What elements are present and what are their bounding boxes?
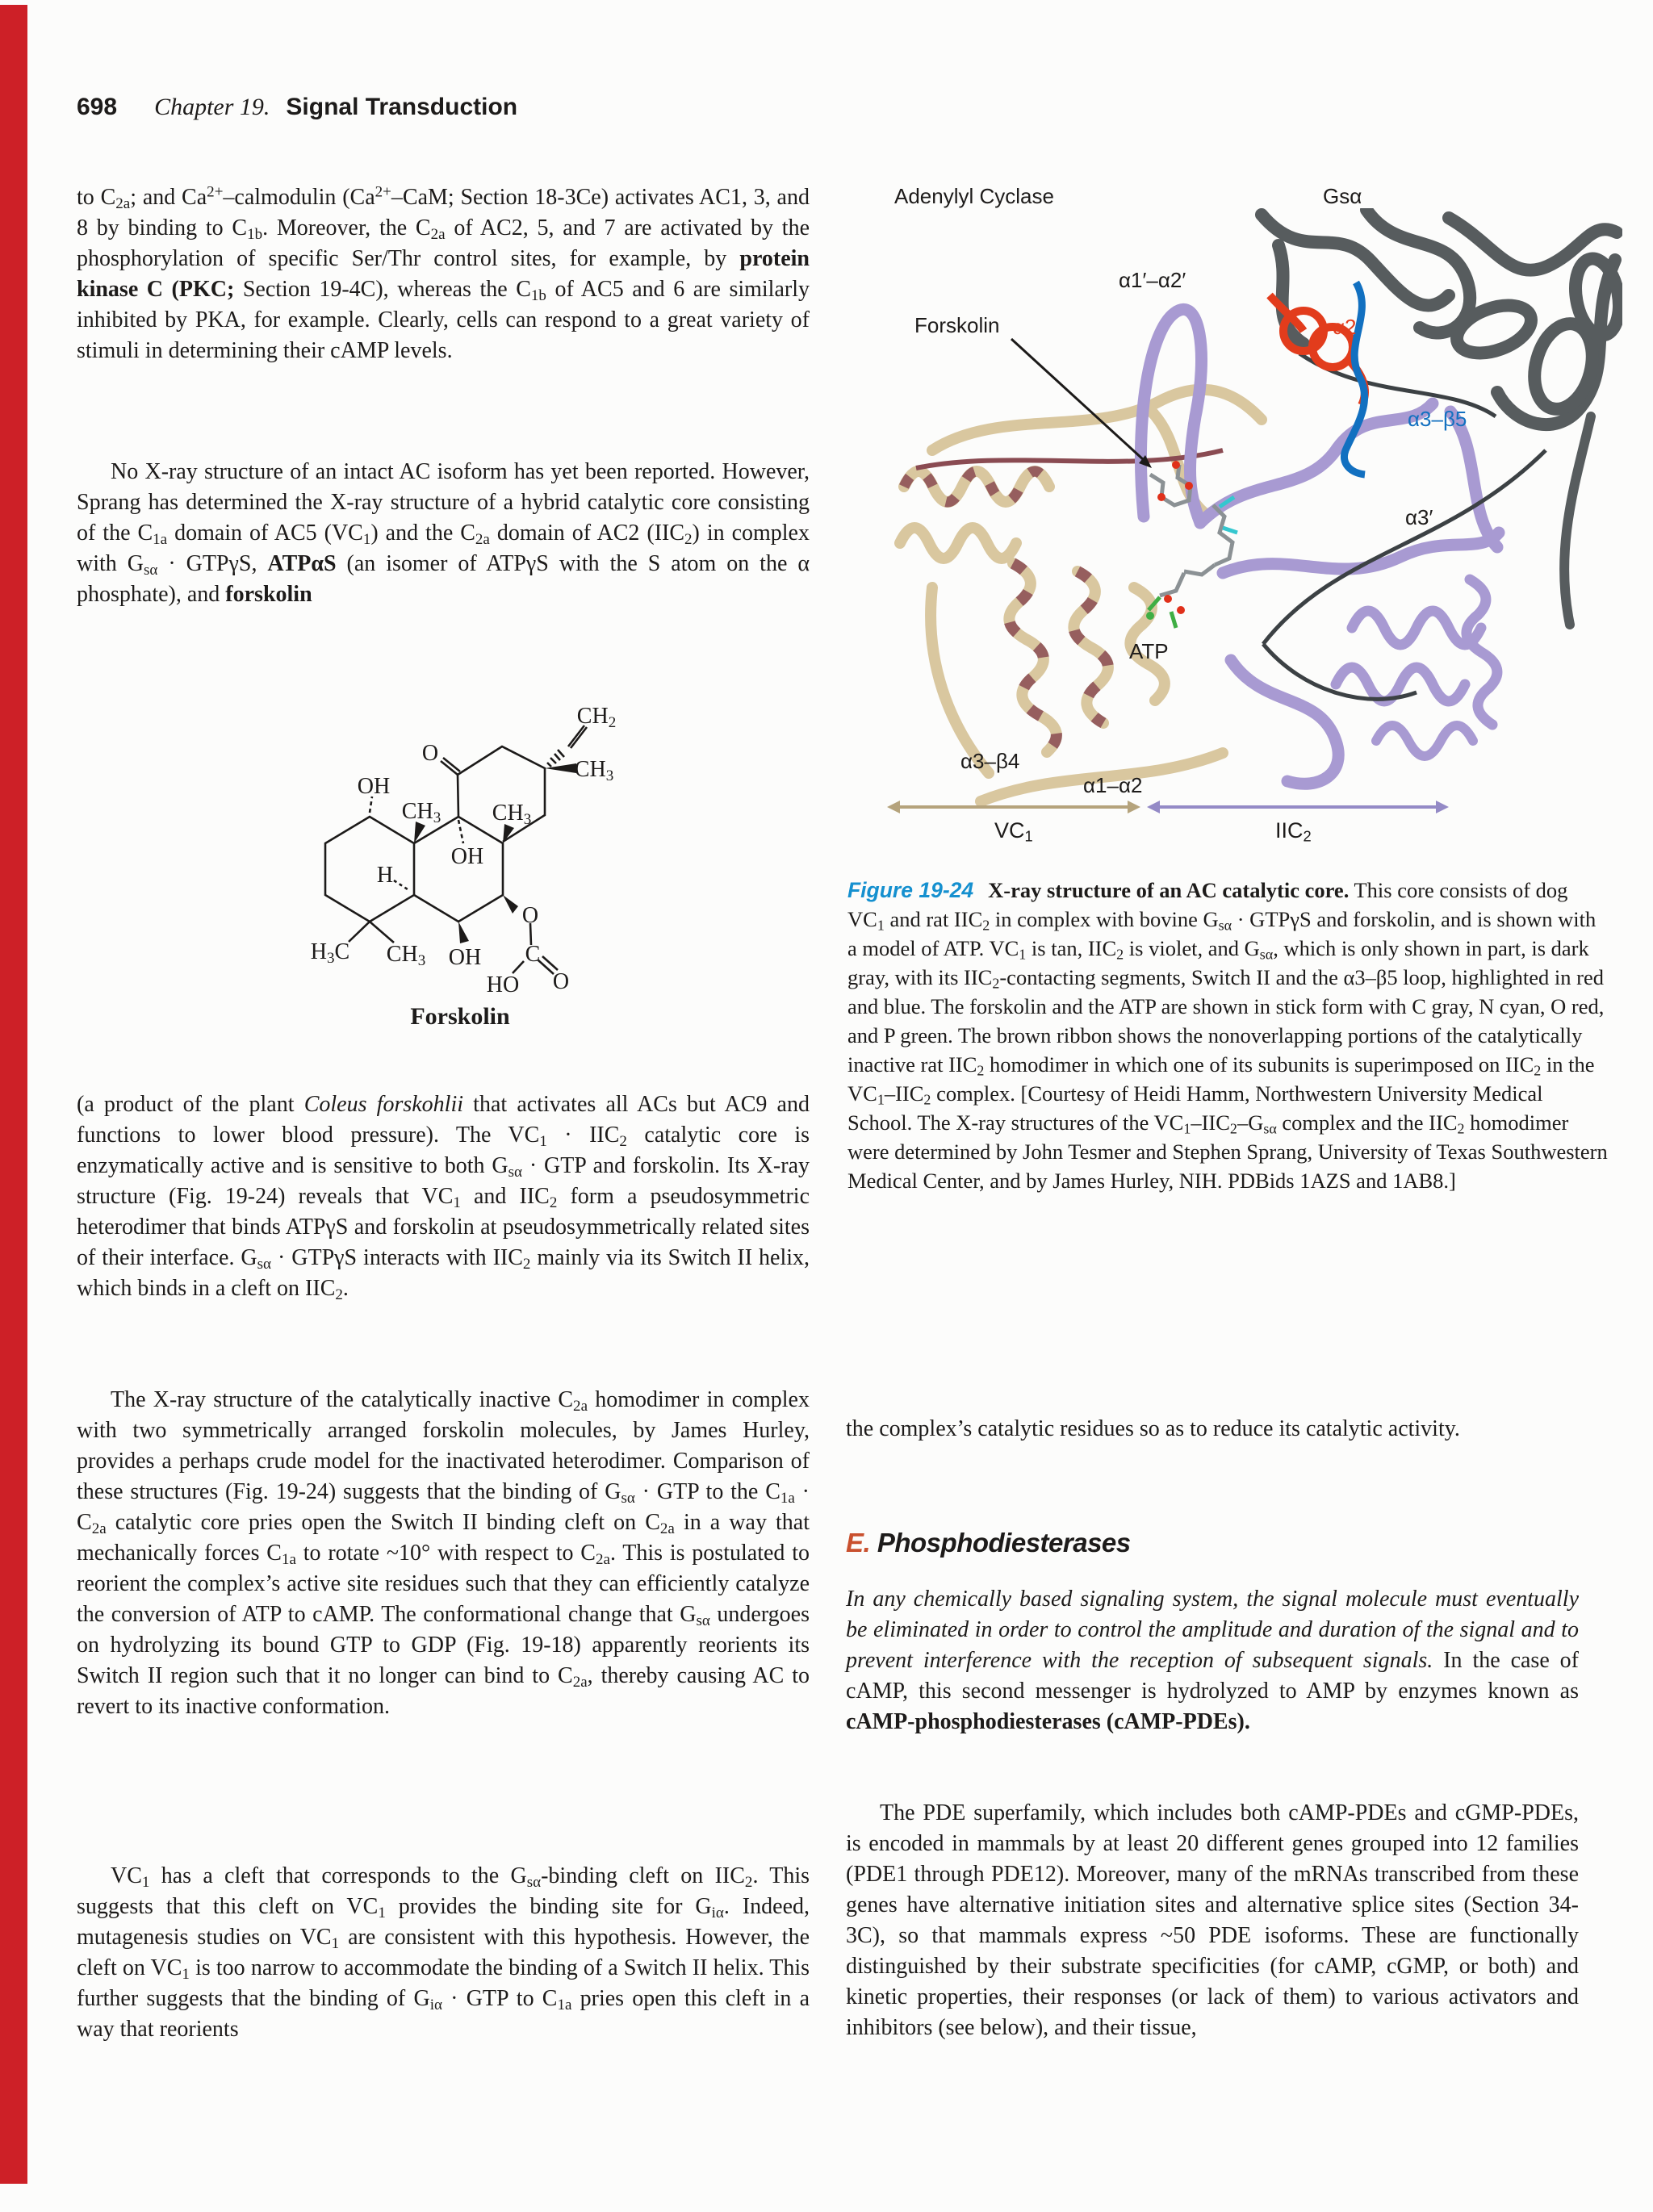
chapter-label: Chapter 19. — [154, 94, 270, 120]
body-paragraph: (a product of the plant Coleus forskohlii that activates all ACs but AC9 and functions to lower blood pressure). The VC1 · IIC2 catalytic core is enzymatically active and is sensitive to both Gsα · GTP and forskolin. Its X-ray structure (Fig. 19-24) reveals that VC1 and IIC2 form a pseudosymmetric heterodimer that binds ATPγS and forskolin at pseudosymmetrically related sites of their interface. Gsα · GTPγS interacts with IIC2 mainly via its Switch II helix, which binds in a cleft on IIC2. — [77, 1092, 810, 1303]
figure-label-a1-a2: α1–α2 — [1083, 773, 1143, 797]
iic2-ribbon — [1140, 309, 1499, 784]
figure-label-vc1: VC1 — [994, 818, 1033, 845]
body-paragraph: the complex’s catalytic residues so as to reduce its catalytic activity. — [846, 1416, 1460, 1441]
figure-label-adenylyl-cyclase: Adenylyl Cyclase — [894, 184, 1054, 208]
protein-ribbon-figure — [884, 208, 1622, 817]
forskolin-atom-labels — [266, 674, 654, 1005]
figure-caption: Figure 19-24 X-ray structure of an AC catalytic core. This core consists of dog VC1 and rat IIC2 in complex with bovine Gsα · GTPγS and forskolin, and is shown with a model of ATP. VC1 is tan, IIC2 is violet, and Gsα, which is only shown in part, is dark gray, with its IIC2-contacting segments, Switch II and the α3–β5 loop, highlighted in red and blue. The forskolin and the ATP are shown in stick form with C gray, N cyan, O red, and P green. The brown ribbon shows the nonoverlapping portions of the catalytically inactive rat IIC2 homodimer in which one of its subunits is superimposed on IIC2 in the VC1–IIC2 complex. [Courtesy of Heidi Hamm, Northwestern University Medical School. The X-ray structures of the VC1–IIC2–Gsα complex and the IIC2 homodimer were determined by John Tesmer and Stephen Sprang, University of Texas Southwestern Medical Center, and by James Hurley, NIH. PDBids 1AZS and 1AB8.] — [847, 878, 1608, 1193]
hydroxyl-label: OH — [450, 844, 484, 869]
figure-label-alpha2: α2 — [1333, 315, 1357, 339]
methyl-label: CH3 — [492, 801, 532, 828]
methyl-label: CH3 — [401, 799, 441, 826]
alpha2-helix — [1270, 295, 1365, 405]
figure-label-forskolin: Forskolin — [914, 313, 1000, 337]
figure-label-a3-b4: α3–β4 — [960, 749, 1020, 773]
body-paragraph: VC1 has a cleft that corresponds to the Gsα-binding cleft on IIC2. This suggests that this cleft on VC1 provides the binding site for Giα. Indeed, mutagenesis studies on VC1 are consistent with this hypothesis. However, the cleft on VC1 is too narrow to accommodate the binding of a Switch II helix. This further suggests that the binding of Giα · GTP to C1a pries open this cleft in a way that reorients — [77, 1863, 810, 2042]
figure-label-a3-b5: α3–β5 — [1408, 407, 1467, 431]
vinyl-ch2-label: CH2 — [576, 704, 617, 731]
structure-name: Forskolin — [410, 1003, 510, 1030]
page-edge-band — [0, 5, 27, 2184]
carbonyl-carbon-label: C — [525, 942, 541, 967]
methyl-label: CH3 — [574, 757, 614, 784]
iic2-extent-arrow — [1147, 801, 1449, 813]
section-heading: E. Phosphodiesterases — [846, 1528, 1131, 1558]
methyl-label: CH3 — [386, 942, 426, 969]
page-number: 698 — [77, 94, 118, 120]
hydroxyl-label: OH — [357, 774, 391, 799]
figure-label-iic2: IIC2 — [1275, 818, 1312, 845]
figure-label-gs-alpha: Gsα — [1323, 184, 1362, 208]
figure-label-a3-prime: α3′ — [1405, 505, 1433, 529]
body-paragraph: No X-ray structure of an intact AC isoform has yet been reported. However, Sprang has determined the X-ray structure of a hybrid catalytic core consisting of the C1a domain of AC5 (VC1) and the C2a domain of AC2 (IIC2) in complex with Gsα · GTPγS, ATPαS (an isomer of ATPγS with the S atom on the α phosphate), and forskolin — [77, 459, 810, 607]
methyl-label: H3C — [310, 939, 350, 967]
figure-label-atp: ATP — [1129, 639, 1169, 663]
hydrogen-label: H — [376, 863, 394, 888]
hydroxyl-label: OH — [448, 945, 482, 970]
ester-oxygen-label: O — [521, 903, 539, 928]
body-paragraph: In any chemically based signaling system, the signal molecule must eventually be eliminated in order to control the amplitude and duration of the signal and to prevent interference with the reception of subsequent signals. In the case of cAMP, this second messenger is hydrolyzed to AMP by enzymes known as cAMP-phosphodiesterases (cAMP-PDEs). — [846, 1587, 1579, 1734]
hydroxyl-label: HO — [486, 972, 520, 997]
page-header — [77, 94, 517, 121]
body-paragraph: The PDE superfamily, which includes both cAMP-PDEs and cGMP-PDEs, is encoded in mammals by at least 20 different genes grouped into 12 families (PDE1 through PDE12). Moreover, many of the mRNAs transcribed from these genes have alternative initiation sites and alternative splice sites (Section 34-3C), so that mammals express ~50 PDE isoforms. These are functionally distinguished by their substrate specificities (for cAMP, cGMP, or both) and kinetic properties, their responses (or lack of them) to various activators and inhibitors (see below), and their tissue, — [846, 1800, 1579, 2040]
body-paragraph: The X-ray structure of the catalytically inactive C2a homodimer in complex with two symmetrically arranged forskolin molecules, by James Hurley, provides a perhaps crude model for the inactivated heterodimer. Comparison of these structures (Fig. 19-24) suggests that the binding of Gsα · GTP to the C1a · C2a catalytic core pries open the Switch II binding cleft on C2a in a way that mechanically forces C1a to rotate ~10° with respect to C2a. This is postulated to reorient the complex’s active site residues such that they can efficiently catalyze the conversion of ATP to cAMP. The conformational change that Gsα undergoes on hydrolyzing its bound GTP to GDP (Fig. 19-18) apparently reorients its Switch II region such that it no longer can bind to C2a, thereby causing AC to revert to its inactive conformation. — [77, 1387, 810, 1719]
carbonyl-oxygen-label: O — [552, 969, 570, 994]
chapter-title: Signal Transduction — [286, 94, 518, 120]
figure-label-a1p-a2p: α1′–α2′ — [1119, 268, 1186, 292]
body-paragraph: to C2a; and $Ca^{2+}$–calmodulin ($Ca^{2+}$–CaM; Section 18-3Ce) activates AC1, 3, and 8 by binding to C1b. Moreover, the C2a of AC2, 5, and 7 are activated by the phosphorylation of specific Ser/Thr control sites, for example, by protein kinase C (PKC; Section 19-4C), whereas the C1b of AC5 and 6 are similarly inhibited by PKA, for example. Clearly, cells can respond to a great variety of stimuli in determining their cAMP levels. — [77, 183, 810, 363]
forskolin-pointer-arrow — [1011, 339, 1152, 468]
vc1-extent-arrow — [887, 801, 1140, 813]
ketone-oxygen-label: O — [421, 741, 439, 766]
